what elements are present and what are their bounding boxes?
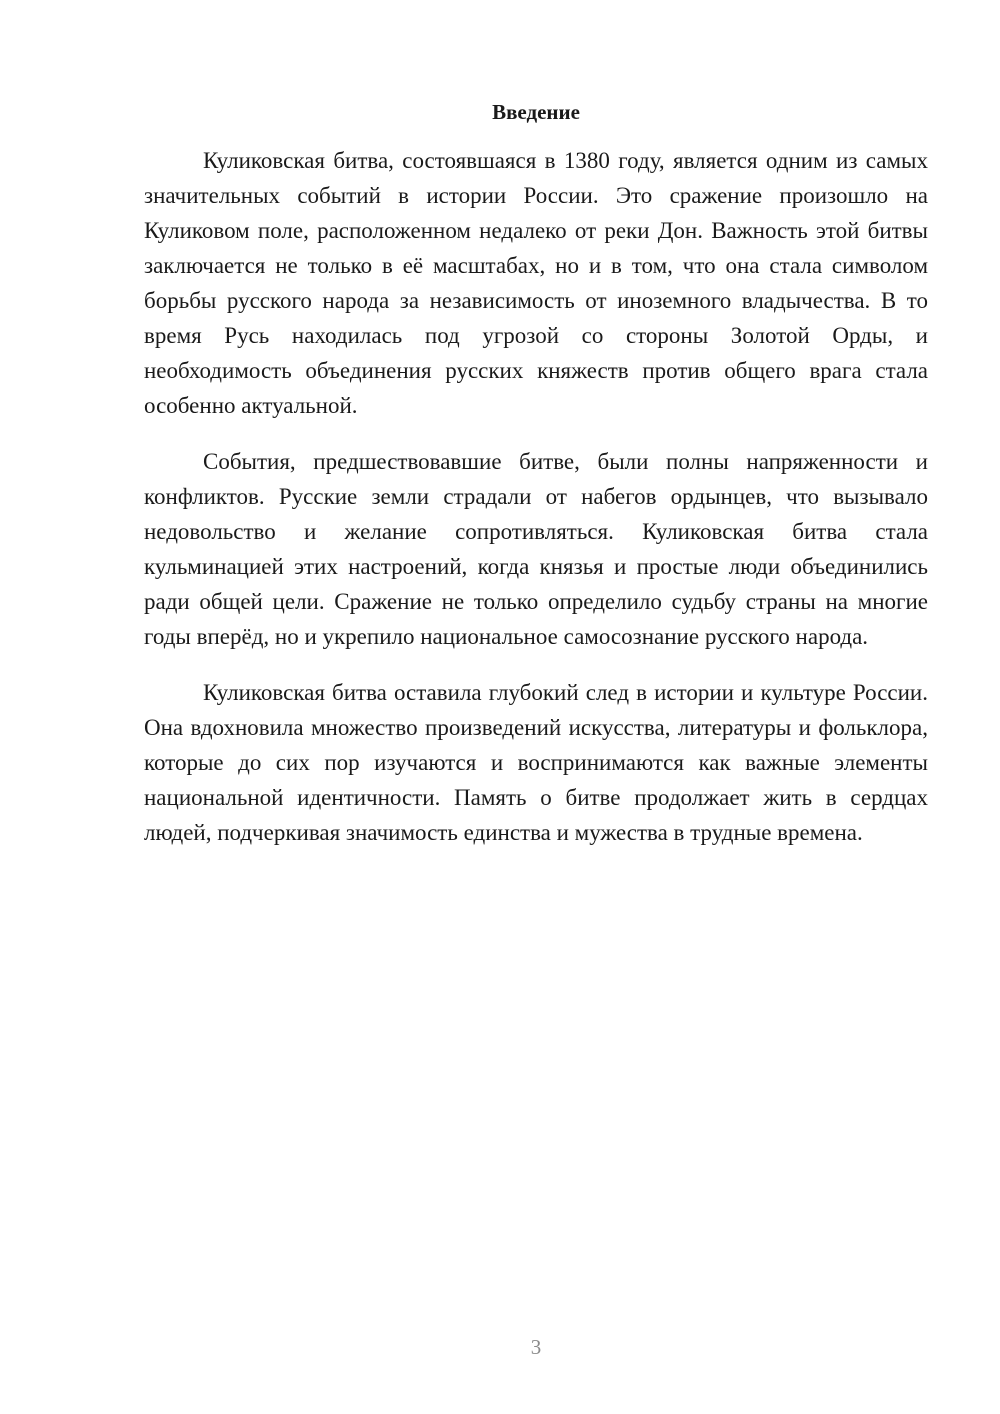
paragraph-2: События, предшествовавшие битве, были полны напряженности и конфликтов. Русские земли страдали от набегов ордынцев, что вызывало недовольство и желание сопротивляться. Куликовская битва стала кульминацией этих настроений, когда князья и простые люди объединились ради общей цели. Сражение не только определило судьбу страны на многие годы вперёд, но и укрепило национальное самосознание русского народа. xyxy=(144,449,928,649)
page-number: 3 xyxy=(530,1335,542,1359)
paragraph-1: Куликовская битва, состоявшаяся в 1380 году, является одним из самых значительных событий в истории России. Это сражение произошло на Куликовом поле, расположенном недалеко от реки Дон. Важность этой битвы заключается не только в её масштабах, но и в том, что она стала символом борьбы русского народа за независимость от иноземного владычества. В то время Русь находилась под угрозой со стороны Золотой Орды, и необходимость объединения русских княжеств против общего врага стала особенно актуальной. xyxy=(144,148,928,418)
document-body xyxy=(144,143,928,871)
page-title: Введение xyxy=(492,100,580,124)
paragraph-3: Куликовская битва оставила глубокий след в истории и культуре России. Она вдохновила множество произведений искусства, литературы и фольклора, которые до сих пор изучаются и воспринимаются как важные элементы национальной идентичности. Память о битве продолжает жить в сердцах людей, подчеркивая значимость единства и мужества в трудные времена. xyxy=(144,680,928,845)
